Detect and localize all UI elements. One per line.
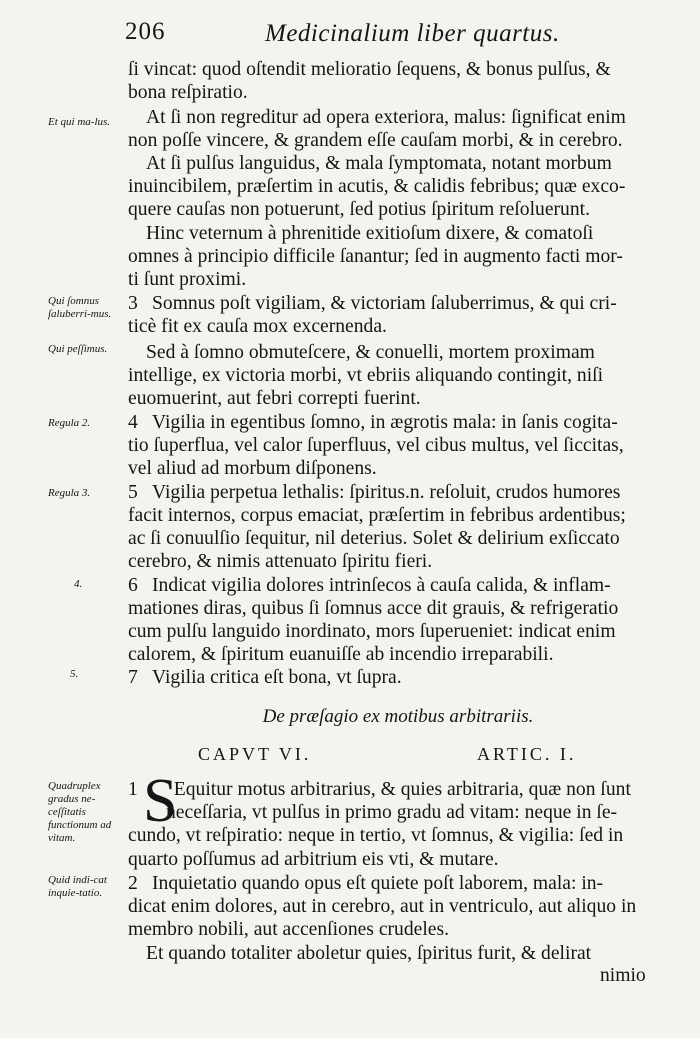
page-header	[125, 18, 685, 48]
page-number: 206	[125, 18, 166, 45]
paragraph-number: 2	[128, 873, 138, 894]
text-line: ticè fit ex cauſa mox excernenda.	[128, 316, 387, 337]
catchword: nimio	[600, 965, 646, 986]
paragraph-number: 5	[128, 482, 138, 503]
text-line: quarto poſſumus ad arbitrium eis vti, & mutare.	[128, 849, 499, 870]
text-line-content: Vigilia in egentibus ſomno, in ægrotis mala: in ſanis cogita-	[152, 412, 618, 433]
paragraph-number: 7	[128, 667, 138, 688]
margin-note: Qui ſomnus ſaluberri-mus.	[48, 295, 112, 320]
margin-note: Qui peſſimus.	[48, 343, 108, 355]
section-heading: De præſagio ex motibus arbitrariis.	[262, 706, 534, 727]
text-line: ac ſi conuulſio ſequitur, nil deterius. Solet & delirium exſiccato	[128, 528, 620, 549]
margin-note: 5.	[70, 668, 79, 680]
margin-note: Regula 2.	[48, 417, 91, 429]
text-line: euomuerint, aut febri correpti fuerint.	[128, 388, 421, 409]
chapter-label: CAPVT VI.	[198, 744, 312, 764]
paragraph-number: 3	[128, 293, 138, 314]
margin-note: Quadruplex gradus ne-ceſſitatis functionum ad vitam.	[48, 780, 112, 844]
margin-note: 4.	[74, 578, 83, 590]
drop-cap: S	[143, 767, 178, 835]
paragraph-number: 1	[128, 779, 138, 800]
text-line: At ſi non regreditur ad opera exteriora, malus: ſignificat enim	[146, 107, 626, 128]
text-line	[128, 574, 668, 598]
text-line: membro nobili, aut accenſiones crudeles.	[128, 919, 450, 940]
text-line: Et quando totaliter aboletur quies, ſpiritus furit, & delirat	[146, 943, 592, 964]
paragraph-number: 4	[128, 412, 138, 433]
text-line: ti ſunt proximi.	[128, 269, 247, 290]
text-line: Hinc veternum à phrenitide exitioſum dixere, & comatoſi	[146, 223, 594, 244]
text-line: intellige, ex victoria morbi, vt ebriis aliquando contingit, niſi	[128, 365, 604, 386]
text-line: neceſſaria, vt pulſus in primo gradu ad vitam: neque in ſe-	[166, 802, 618, 823]
text-line-content: Vigilia critica eſt bona, vt ſupra.	[152, 667, 402, 688]
text-line: vel aliud ad morbum diſponens.	[128, 458, 377, 479]
margin-note: Regula 3.	[48, 487, 91, 499]
text-line: bona reſpiratio.	[128, 82, 248, 103]
text-line: dicat enim dolores, aut in cerebro, aut in ventriculo, aut aliquo in	[128, 896, 637, 917]
text-line	[128, 872, 668, 896]
text-line-content: Vigilia perpetua lethalis: ſpiritus.n. reſoluit, crudos humores	[152, 482, 621, 503]
text-line: Sed à ſomno obmuteſcere, & conuelli, mortem proximam	[146, 342, 595, 363]
text-line: inuincibilem, præſertim in acutis, & calidis febribus; quæ exco-	[128, 176, 626, 197]
text-line: mationes diras, quibus ſi ſomnus acce dit grauis, & refrigeratio	[128, 598, 619, 619]
text-line: non poſſe vincere, & grandem eſſe cauſam morbi, & in cerebro.	[128, 130, 623, 151]
text-line: calorem, & ſpiritum euanuiſſe ab incendio irreparabili.	[128, 644, 554, 665]
running-title: Medicinalium liber quartus.	[265, 20, 560, 47]
text-line: omnes à principio difficile ſanantur; ſed in augmento facti mor-	[128, 246, 623, 267]
text-line-content: Indicat vigilia dolores intrinſecos à cauſa calida, & inflam-	[152, 575, 611, 596]
text-line: At ſi pulſus languidus, & mala ſymptomata, notant morbum	[146, 153, 612, 174]
margin-note: Quid indi-cat inquie-tatio.	[48, 874, 107, 899]
text-line-content: Inquietatio quando opus eſt quiete poſt laborem, mala: in-	[152, 873, 604, 894]
text-line: ſi vincat: quod oſtendit melioratio ſequens, & bonus pulſus, &	[128, 59, 611, 80]
text-line: cundo, vt reſpiratio: neque in tertio, vt ſomnus, & vigilia: ſed in	[128, 825, 624, 846]
text-line	[128, 778, 668, 802]
text-line	[128, 666, 668, 690]
text-line	[128, 292, 668, 316]
text-line: cerebro, & nimis attenuato ſpiritu fieri.	[128, 551, 433, 572]
text-line	[128, 481, 668, 505]
text-line: quere cauſas non potuerunt, ſed potius ſpiritum reſoluerunt.	[128, 199, 590, 220]
text-line: cum pulſu languido inordinato, mors ſuperueniet: indicat enim	[128, 621, 616, 642]
text-line-content: Somnus poſt vigiliam, & victoriam ſaluberrimus, & qui cri-	[152, 293, 617, 314]
paragraph-number: 6	[128, 575, 138, 596]
text-line-content: Equitur motus arbitrarius, & quies arbitraria, quæ non ſunt	[173, 779, 631, 800]
margin-note: Et qui ma-lus.	[48, 116, 111, 128]
text-line: facit internos, corpus emaciat, præſertim in febribus ardentibus;	[128, 505, 626, 526]
article-label: ARTIC. I.	[477, 744, 577, 764]
text-line	[128, 411, 668, 435]
text-line: tio ſuperflua, vel calor ſuperfluus, vel cibus multus, vel ſiccitas,	[128, 435, 624, 456]
